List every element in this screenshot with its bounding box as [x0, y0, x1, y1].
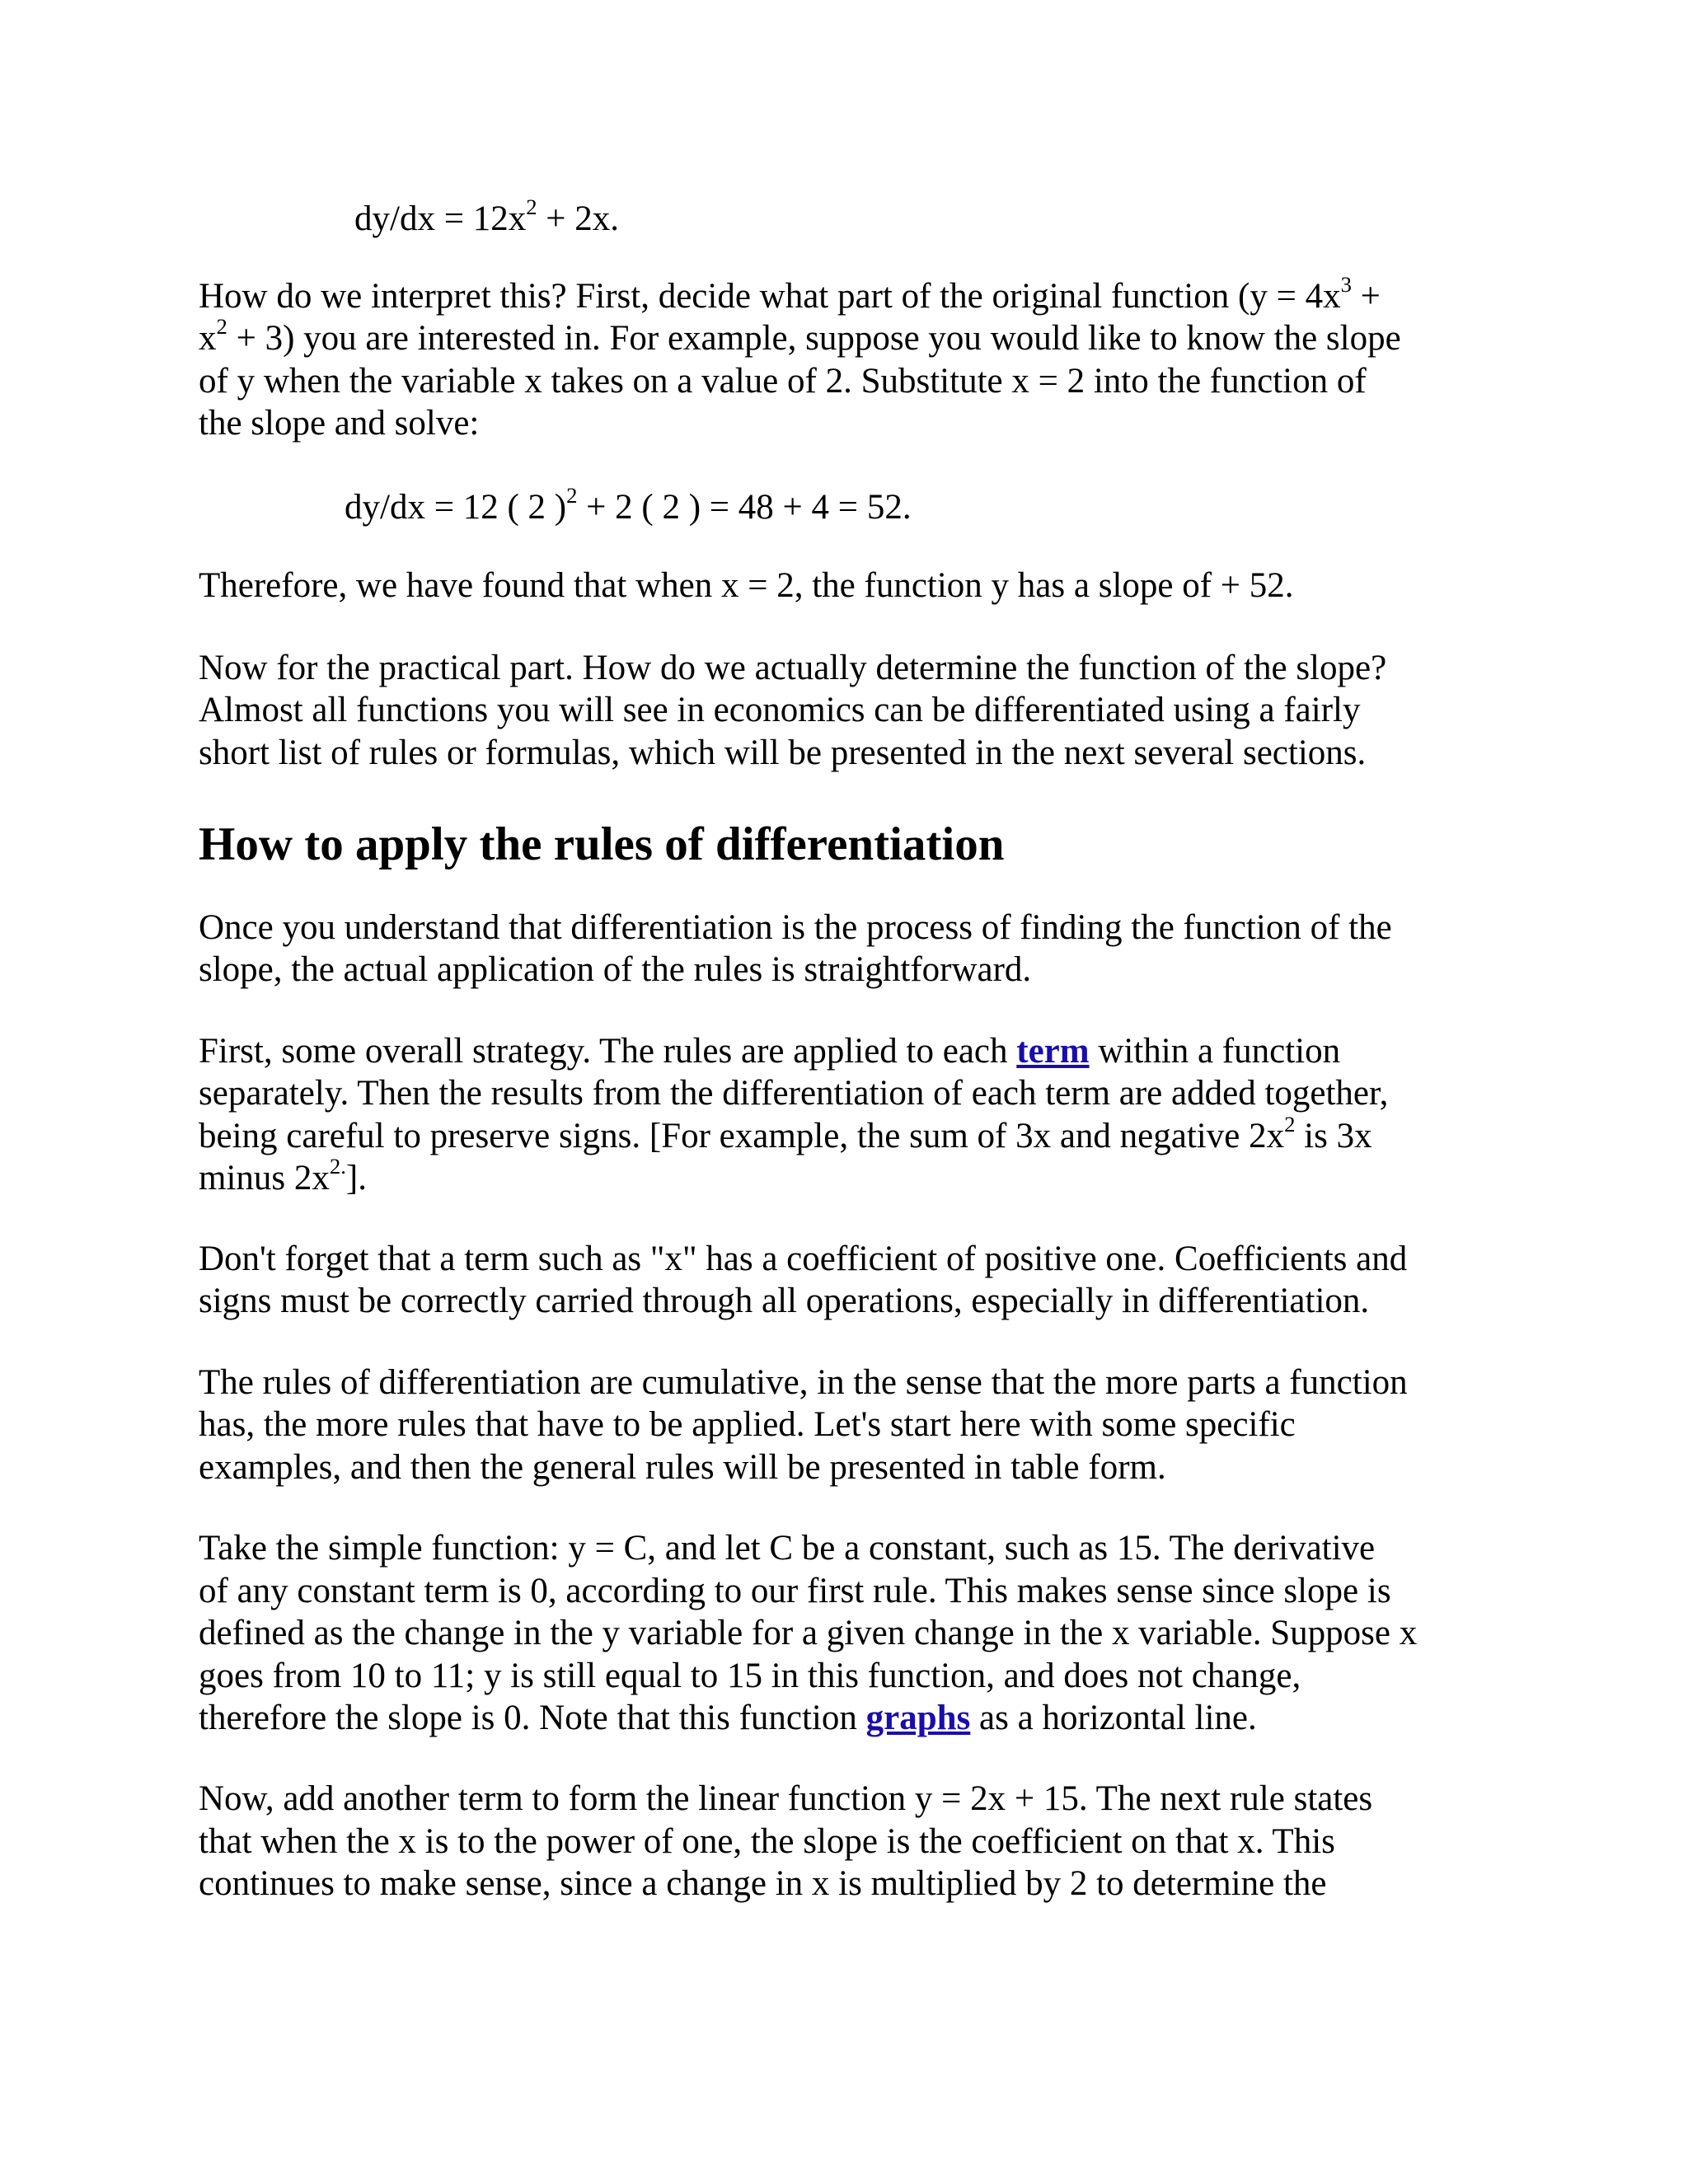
- para8-line1: Take the simple function: y = C, and let C be a constant, such as 15. The derivative: [199, 1529, 1376, 1568]
- para1-line2: $x^2 + 3$) you are interested in. For example, suppose you would like to know the slope: [199, 313, 1401, 358]
- para9-line3: continues to make sense, since a change in x is multiplied by 2 to determine the: [199, 1864, 1327, 1903]
- para3-line3: short list of rules or formulas, which will be presented in the next several sections.: [199, 733, 1367, 772]
- equation-evaluated: dy/dx = 12 ( 2 )$^2$ + 2 ( 2 ) = 48 + 4 = 52.: [345, 482, 912, 527]
- equation-derivative: $dy/dx = 12x^2 + 2x$.: [354, 194, 620, 238]
- para7-line2: has, the more rules that have to be applied. Let's start here with some specific: [199, 1405, 1296, 1444]
- para8-line2: of any constant term is 0, according to our first rule. This makes sense since slope is: [199, 1572, 1391, 1610]
- para5-line4: minus $2x^{2.}$].: [199, 1153, 367, 1197]
- para4-line1: Once you understand that differentiation is the process of finding the function of the: [199, 908, 1392, 947]
- para8-line5: therefore the slope is 0. Note that this function graphs as a horizontal line.: [199, 1699, 1257, 1737]
- para5-line1: First, some overall strategy. The rules are applied to each term within a function: [199, 1032, 1341, 1071]
- para9-line2: that when the x is to the power of one, the slope is the coefficient on that x. This: [199, 1822, 1335, 1861]
- para1-line3: of y when the variable x takes on a value of 2. Substitute x = 2 into the function of: [199, 362, 1367, 401]
- para6-line1: Don't forget that a term such as "x" has a coefficient of positive one. Coefficients and: [199, 1240, 1408, 1278]
- para5-line2: separately. Then the results from the differentiation of each term are added together,: [199, 1074, 1389, 1113]
- term-link[interactable]: term: [1016, 1032, 1090, 1071]
- para4-line2: slope, the actual application of the rules is straightforward.: [199, 950, 1032, 989]
- para2-line1: Therefore, we have found that when x = 2, the function y has a slope of + 52.: [199, 566, 1294, 605]
- graphs-link[interactable]: graphs: [865, 1699, 971, 1737]
- para8-line4: goes from 10 to 11; y is still equal to 15 in this function, and does not change,: [199, 1657, 1301, 1695]
- para6-line2: signs must be correctly carried through all operations, especially in differentiation.: [199, 1282, 1370, 1320]
- section-heading: How to apply the rules of differentiation: [199, 818, 1005, 870]
- para3-line2: Almost all functions you will see in economics can be differentiated using a fairly: [199, 691, 1361, 729]
- para8-line3: defined as the change in the y variable for a given change in the x variable. Suppose x: [199, 1614, 1418, 1652]
- para1-line1: How do we interpret this? First, decide what part of the original function ($y = 4x^3$ +: [199, 271, 1381, 316]
- para7-line3: examples, and then the general rules will be presented in table form.: [199, 1448, 1166, 1487]
- para9-line1: Now, add another term to form the linear function y = 2x + 15. The next rule states: [199, 1779, 1373, 1818]
- para5-line3: being careful to preserve signs. [For example, the sum of 3x and negative $2x^2$ is 3x: [199, 1111, 1372, 1155]
- para3-line1: Now for the practical part. How do we actually determine the function of the slope?: [199, 649, 1387, 687]
- para7-line1: The rules of differentiation are cumulative, in the sense that the more parts a function: [199, 1363, 1408, 1402]
- para1-line4: the slope and solve:: [199, 404, 480, 443]
